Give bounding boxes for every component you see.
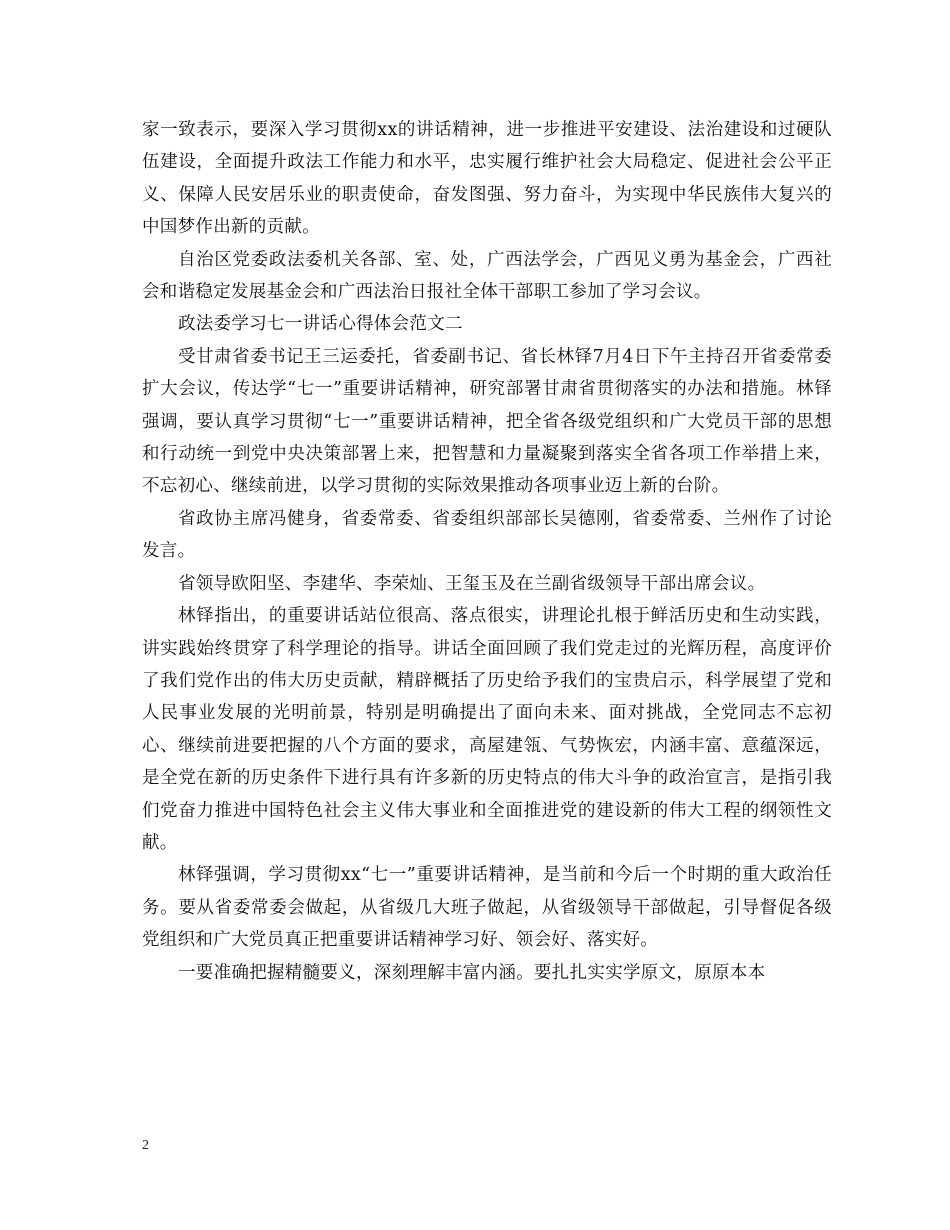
paragraph-first-requirement: 一要准确把握精髓要义，深刻理解丰富内涵。要扎扎实实学原文，原原本本 (178, 962, 766, 983)
paragraph-attending-leaders: 省领导欧阳坚、李建华、李荣灿、王玺玉及在兰副省级领导干部出席会议。 (178, 573, 766, 594)
document-body (142, 114, 832, 989)
paragraph-political-task: 林铎强调，学习贯彻xx“七一”重要讲话精神，是当前和今后一个时期的重大政治任务。要从省委常委会做起，从省级几大班子做起，从省级领导干部做起，引导督促各级党组织和广大党员真正把重要讲话精神学习好、领会好、落实好。 (142, 865, 832, 951)
paragraph-attendees-guangxi: 自治区党委政法委机关各部、室、处，广西法学会，广西见义勇为基金会，广西社会和谐稳定发展基金会和广西法治日报社全体干部职工参加了学习会议。 (142, 249, 832, 303)
page-number: 2 (142, 1138, 149, 1153)
paragraph-discussion-speakers: 省政协主席冯健身，省委常委、省委组织部部长吴德刚，省委常委、兰州作了讨论发言。 (142, 508, 832, 562)
section-heading: 政法委学习七一讲话心得体会范文二 (178, 314, 463, 335)
paragraph-gansu-meeting: 受甘肃省委书记王三运委托，省委副书记、省长林铎7月4日下午主持召开省委常委扩大会议，传达学“七一”重要讲话精神，研究部署甘肃省贯彻落实的办法和措施。林铎强调，要认真学习贯彻“七一”重要讲话精神，把全省各级党组织和广大党员干部的思想和行动统一到党中央决策部署上来，把智慧和力量凝聚到落实全省各项工作举措上来，不忘初心、继续前进，以学习贯彻的实际效果推动各项事业迈上新的台阶。 (142, 346, 832, 497)
paragraph-continuation: 家一致表示，要深入学习贯彻xx的讲话精神，进一步推进平安建设、法治建设和过硬队伍建设，全面提升政法工作能力和水平，忠实履行维护社会大局稳定、促进社会公平正义、保障人民安居乐业的职责使命，奋发图强、努力奋斗，为实现中华民族伟大复兴的中国梦作出新的贡献。 (142, 120, 832, 238)
paragraph-speech-assessment: 林铎指出，的重要讲话站位很高、落点很实，讲理论扎根于鲜活历史和生动实践，讲实践始终贯穿了科学理论的指导。讲话全面回顾了我们党走过的光辉历程，高度评价了我们党作出的伟大历史贡献，精辟概括了历史给予我们的宝贵启示，科学展望了党和人民事业发展的光明前景，特别是明确提出了面向未来、面对挑战，全党同志不忘初心、继续前进要把握的八个方面的要求，高屋建瓴、气势恢宏，内涵丰富、意蕴深远，是全党在新的历史条件下进行具有许多新的历史特点的伟大斗争的政治宣言，是指引我们党奋力推进中国特色社会主义伟大事业和全面推进党的建设新的伟大工程的纲领性文献。 (142, 606, 832, 853)
